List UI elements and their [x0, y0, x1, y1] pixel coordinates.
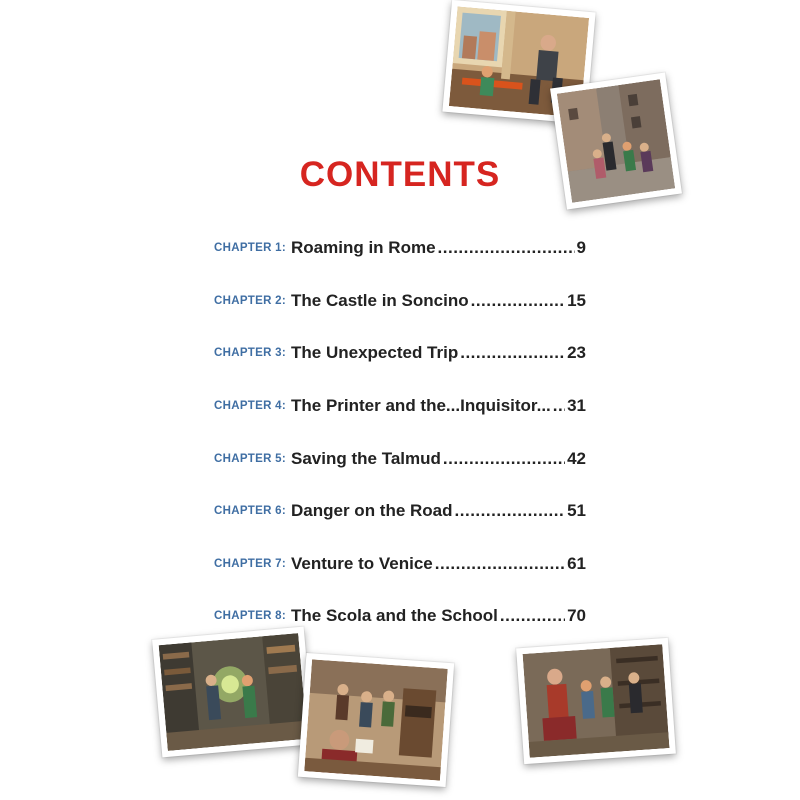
chapter-label: CHAPTER 5:	[214, 452, 287, 465]
page-number: 42	[567, 448, 586, 468]
dot-leader	[553, 396, 565, 416]
page-number: 31	[567, 396, 586, 416]
chapter-title: The Castle in Soncino	[291, 290, 469, 310]
chapter-title: The Printer and the...Inquisitor...	[291, 396, 551, 416]
dot-leader	[500, 606, 565, 626]
toc-entry-chapter-4[interactable]	[214, 380, 586, 433]
illustration-printing-shop	[298, 653, 454, 787]
illustration-confrontation-scene	[516, 638, 676, 764]
dot-leader	[438, 238, 575, 258]
illustration-library-scene	[152, 627, 314, 758]
page-number: 9	[576, 238, 586, 258]
dot-leader	[471, 291, 565, 311]
table-of-contents	[214, 222, 586, 643]
page-number: 61	[567, 553, 586, 573]
chapter-label: CHAPTER 1:	[214, 242, 287, 255]
chapter-title: Venture to Venice	[291, 553, 433, 573]
page-number: 70	[567, 606, 586, 626]
toc-entry-chapter-1[interactable]	[214, 222, 586, 275]
chapter-label: CHAPTER 3:	[214, 347, 287, 360]
dot-leader	[435, 554, 565, 574]
chapter-title: The Scola and the School	[291, 606, 498, 626]
toc-entry-chapter-3[interactable]	[214, 327, 586, 380]
chapter-title: The Unexpected Trip	[291, 343, 459, 363]
chapter-label: CHAPTER 2:	[214, 294, 287, 307]
dot-leader	[443, 449, 565, 469]
page-title: CONTENTS	[299, 155, 501, 195]
chapter-title: Saving the Talmud	[291, 448, 441, 468]
chapter-label: CHAPTER 4:	[214, 400, 287, 413]
page-number: 15	[567, 290, 586, 310]
toc-entry-chapter-6[interactable]	[214, 485, 586, 538]
chapter-label: CHAPTER 7:	[214, 557, 287, 570]
toc-entry-chapter-7[interactable]	[214, 538, 586, 591]
chapter-label: CHAPTER 6:	[214, 505, 287, 518]
page-number: 51	[567, 501, 586, 521]
dot-leader	[460, 343, 565, 363]
toc-entry-chapter-5[interactable]	[214, 432, 586, 485]
chapter-title: Danger on the Road	[291, 501, 453, 521]
toc-entry-chapter-2[interactable]	[214, 275, 586, 328]
chapter-label: CHAPTER 8:	[214, 610, 287, 623]
chapter-title: Roaming in Rome	[291, 238, 436, 258]
dot-leader	[455, 501, 566, 521]
page-number: 23	[567, 343, 586, 363]
